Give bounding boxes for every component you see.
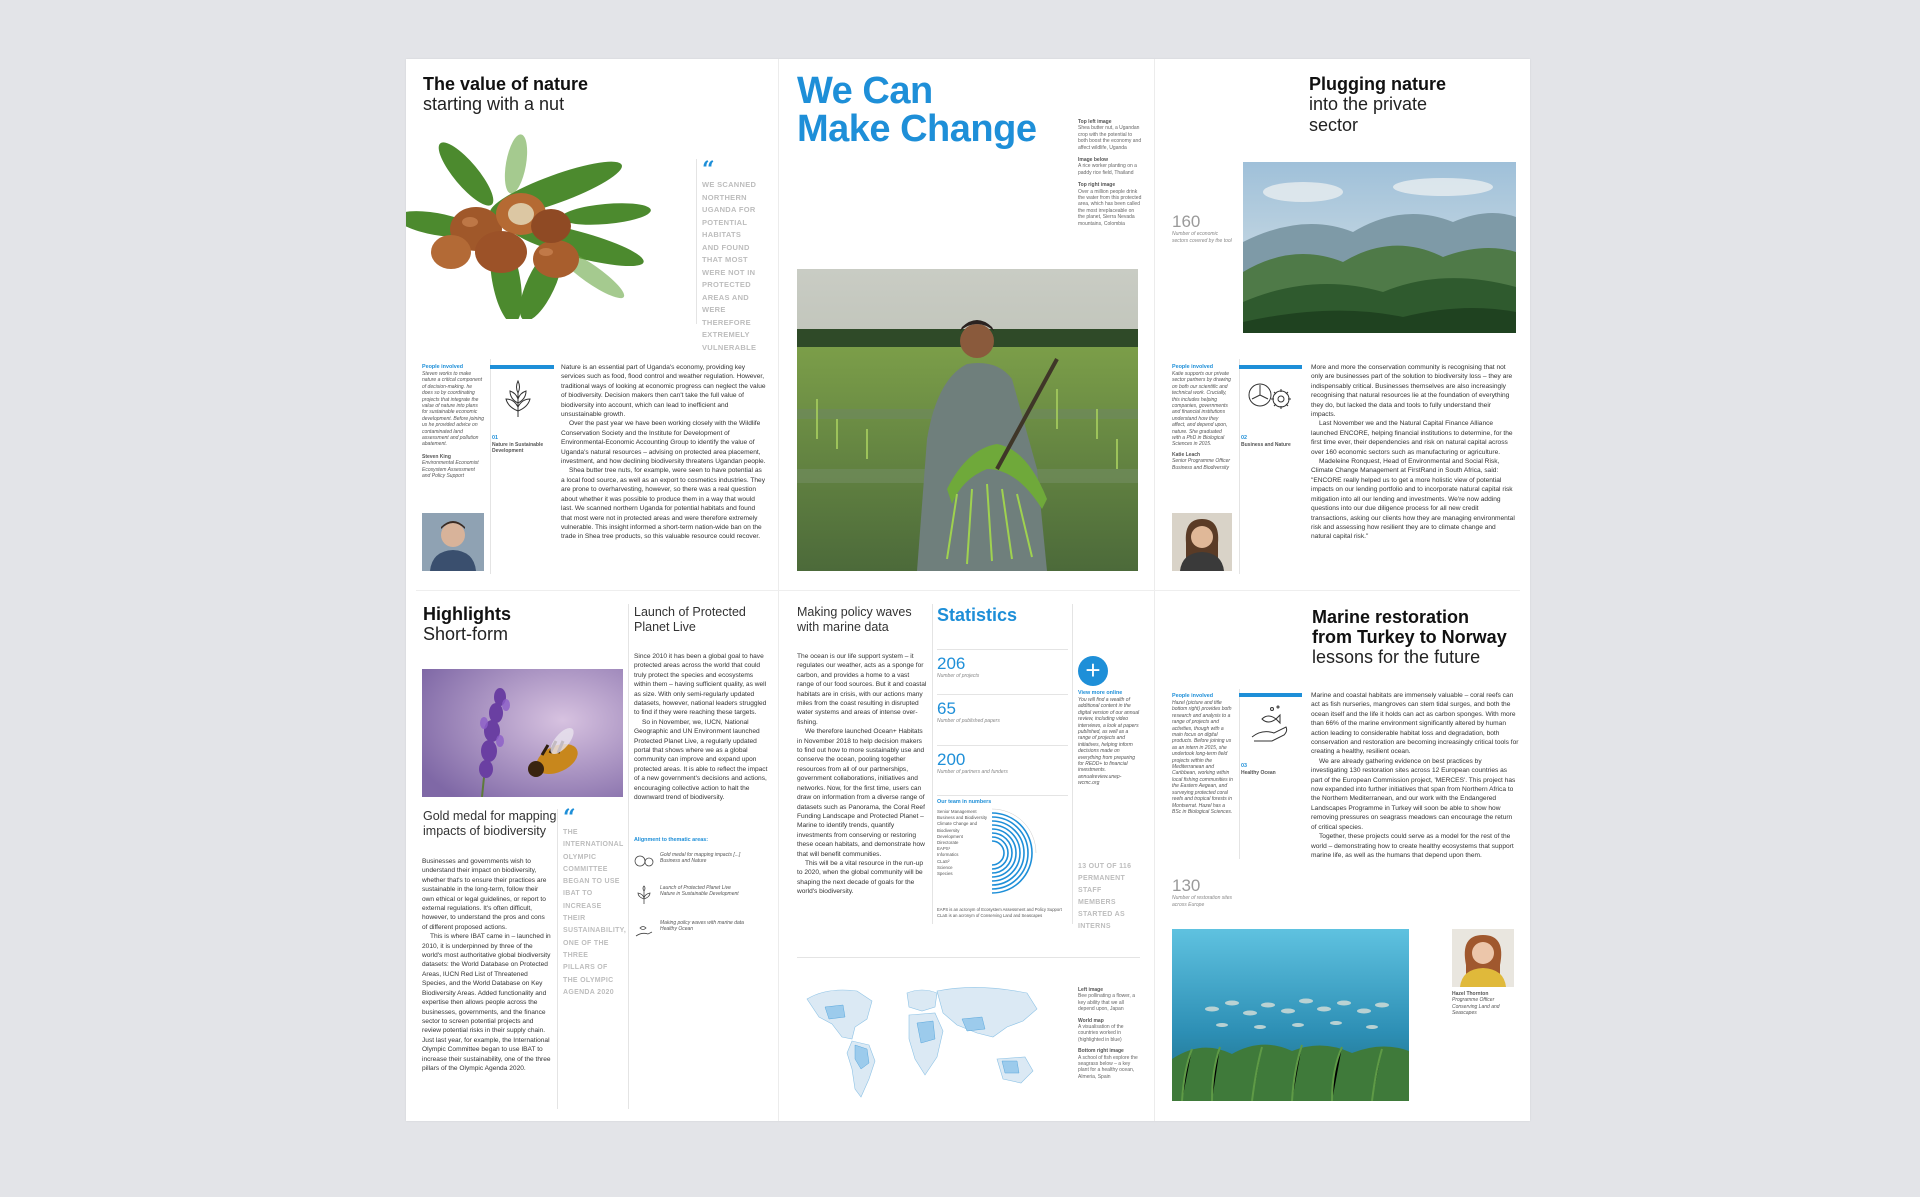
team-label: Our team in numbers <box>937 799 992 805</box>
people-label: People involved <box>422 364 464 370</box>
icon-number: 03 <box>1241 763 1247 769</box>
ocean-hand-icon <box>634 920 654 945</box>
view-more-link[interactable]: annualreview.unep-wcmc.org <box>1078 773 1122 787</box>
stat-number: 160 <box>1172 212 1201 231</box>
person-name: Katie Leach <box>1172 451 1201 458</box>
private-heading <box>1309 74 1479 136</box>
team-item: Senior Management <box>937 809 977 814</box>
stats-rule <box>937 649 1068 650</box>
hazel-caption <box>1452 991 1516 1017</box>
quote-mark-icon: “ <box>702 157 715 183</box>
protected-planet-body <box>634 652 769 803</box>
plant-icon <box>634 885 654 910</box>
marine-subtitle: lessons for the future <box>1312 647 1481 667</box>
paragraph: This is where IBAT came in – launched in 2010, it is underpinned by three of the world's most authoritative global biodiversity datasets: the World Database on Protected Areas, IUCN Red List of Threatened Species, and the World Database on Key Biodiversity Areas. Added functionality and expertise then allows people across the businesses, governments, and the finance sector to screen potential projects and review potential risks in their supply chain. Just last year, for example, the International Olympic Committee began to use IBAT to increase their sustainability, one of the three pillars of the Olympic Agenda 2020. <box>422 933 551 1072</box>
private-icon-caption <box>1241 435 1301 448</box>
marine-title-1: Marine restoration <box>1312 607 1470 627</box>
divider <box>696 159 697 324</box>
paragraph: Last November we and the Natural Capital Finance Alliance launched ENCORE, helping financial institutions to determine, for the first time ever, their dependencies and risk on natural capital across over 160 economic sectors such as manufacturing or agriculture. <box>1311 420 1513 456</box>
stat-label: Number of economic sectors covered by the tool <box>1172 231 1232 244</box>
col2-title: Launch of Protected Planet Live <box>634 605 746 634</box>
quote-mark-icon: “ <box>563 805 576 831</box>
caption-text: Over a million people drink the water from this protected area, which has been called the most irreplaceable on the planet, Sierra Nevada mountains, Colombia <box>1078 188 1142 227</box>
mountain-forest-image <box>1243 162 1516 333</box>
stat-label: Number of restoration sites across Europe <box>1172 895 1233 908</box>
interns-quote: 13 OUT OF 116 PERMANENT STAFF MEMBERS STARTED AS INTERNS <box>1078 863 1132 930</box>
caption-head: Bottom right image <box>1078 1048 1124 1055</box>
stats-rule <box>937 795 1068 796</box>
katie-leach-avatar <box>1172 513 1232 571</box>
nut-quote: WE SCANNED NORTHERN UGANDA FOR POTENTIAL HABITATS AND FOUND THAT MOST WERE NOT IN PROTECTED AREAS AND WERE THEREFORE EXTREMELY VULNERABLE <box>702 180 757 352</box>
person-role: Senior Programme Officer Business and Biodiversity <box>1172 458 1231 471</box>
stat-number: 206 <box>937 654 966 673</box>
align-item <box>634 885 769 910</box>
stat-item <box>937 655 979 680</box>
caption-head: World map <box>1078 1017 1104 1024</box>
olympic-quote: THE INTERNATIONAL OLYMPIC COMMITTEE BEGAN TO USE IBAT TO INCREASE THEIR SUSTAINABILITY, ONE OF THE THREE PILLARS OF THE OLYMPIC AGENDA 2020 <box>563 829 627 996</box>
highlights-heading <box>423 604 511 645</box>
person-name: Hazel Thornton <box>1452 991 1489 997</box>
stats-title <box>937 605 1017 625</box>
icon-number: 01 <box>492 435 498 441</box>
highlights-subtitle: Short-form <box>423 624 509 644</box>
healthy-ocean-icon <box>1248 703 1296 751</box>
align-item <box>634 852 769 875</box>
stats-rule <box>937 745 1068 746</box>
view-more-label[interactable]: View more online <box>1078 690 1123 696</box>
caption-text: Bee pollinating a flower, a key ability that we all depend upon, Japan <box>1078 993 1135 1013</box>
marine-title-2: from Turkey to Norway <box>1312 627 1507 647</box>
paragraph: The ocean is our life support system – it regulates our weather, acts as a sponge for carbon, and provides a home to a vast range of our food sources. But it and coastal habitats are in crisis, with our actions many miles from the coast resulting in disrupted water systems and areas of intense over-fishing. <box>797 653 927 726</box>
report-sheet <box>406 59 1530 1121</box>
stat-label: Number of partners and funders <box>937 769 1008 775</box>
paragraph: Over the past year we have been working closely with the Wildlife Conservation Society and the Institute for Development of Environmental-Economic Accounting Group to identify the value of Uganda's natural resources – advising on protected area placement, investment, and how declining biodiversity threatens Ugandan people. <box>561 420 766 466</box>
interns-quote-block <box>1078 861 1140 933</box>
person-name: Steven King <box>422 453 451 460</box>
align-sub: Nature in Sustainable Development <box>660 891 739 898</box>
team-item: Informatics <box>937 852 959 858</box>
footnote: CLaS is an acronym of Conserving Land and Seascapes <box>937 913 1043 918</box>
footnote: EAPS is an acronym of Ecosystem Assessment and Policy Support <box>937 907 1062 912</box>
map-rule <box>797 957 1140 958</box>
align-item <box>634 920 769 945</box>
stats-captions <box>1078 987 1140 1080</box>
team-item: Directorate <box>937 840 959 846</box>
team-item: Business and Biodiversity <box>937 815 988 821</box>
team-chart <box>937 799 1067 877</box>
caption-head: Image below <box>1078 157 1109 164</box>
private-title: Plugging nature <box>1309 74 1446 94</box>
divider <box>490 359 491 574</box>
seagrass-fish-image <box>1172 929 1409 1101</box>
sub-heading: Gold medal for mapping impacts of biodiversity <box>423 809 557 838</box>
view-more-block <box>1078 690 1140 787</box>
protected-planet-heading <box>634 605 764 635</box>
marine-stat <box>1172 877 1234 909</box>
person-role: Programme Officer Conserving Land and Seascapes <box>1452 997 1500 1017</box>
paragraph: Madeleine Ronquest, Head of Environmental and Social Risk, Climate Change Management at FirstRand in South Africa, said: "ENCORE really helped us to get a more holistic view of potential impacts on our lending portfolio and to incorporate natural capital risk mitigation into all our lending and investments. We're now adding questions into our due diligence process for all new credit transactions, asking our clients how they are managing environmental risk and assessing how resilient they are to climate change and natural capital risk." <box>1311 458 1515 541</box>
caption-text: A visualisation of the countries worked in (highlighted in blue) <box>1078 1024 1124 1043</box>
paragraph: More and more the conservation community is recognising that not only are businesses part of the solution to biodiversity loss – they are indispensably critical. Businesses themselves are also increasingly recognising that natural resources lie at the foundation of everything they do, but lacked the data and tools to fully understand their impacts. <box>1311 364 1513 419</box>
paragraph: This will be a vital resource in the run-up to 2020, when the global community will be shaping the next decade of goals for the world's biodiversity. <box>797 859 924 896</box>
align-sub: Healthy Ocean <box>660 926 694 933</box>
sustainable-development-icon <box>498 377 546 425</box>
team-item: CLaS² <box>937 858 950 864</box>
people-label: People involved <box>1172 364 1214 370</box>
stat-item <box>937 751 1008 776</box>
paragraph: Shea butter tree nuts, for example, were seen to have potential as a local food source, as well as an export to cosmetics industries. They are prone to overharvesting, however, so there was a real question about whether it was possible to produce them in a way that would last. We scanned northern Uganda for potential habitats and found that most were not in protected areas and were therefore extremely vulnerable. This insight informed a short-term nation-wide ban on the trade in Shea tree products, so this valuable resource could recover. <box>561 467 766 541</box>
icon-number: 02 <box>1241 435 1247 441</box>
alignment-block <box>634 837 769 945</box>
align-label: Alignment to thematic areas: <box>634 837 708 843</box>
private-body <box>1311 363 1516 542</box>
marine-icon-caption <box>1241 763 1301 776</box>
paragraph: Nature is an essential part of Uganda's economy, providing key services such as food, flood control and weather regulation. However, traditional ways of looking at economic progress can neglect the value of biodiversity. Decision makers then can't take the full value of biodiversity into account, which can lead to inefficient and unsustainable growth. <box>561 364 766 419</box>
stat-number: 200 <box>937 750 966 769</box>
marine-people-block <box>1172 693 1234 815</box>
bee-lavender-image <box>422 669 623 797</box>
stats-heading: Statistics <box>937 605 1018 625</box>
wind-turbine-icon <box>1248 375 1296 423</box>
caption-text: A rice worker planting on a paddy rice field, Thailand <box>1078 163 1137 176</box>
align-text: Launch of Protected Planet Live <box>660 885 731 891</box>
people-text: Katie supports our private sector partners by drawing on both our scientific and technical work. Crucially, this includes helping companies, governments and financial institutions understand how they affect, and depend upon, nature. She graduated with a PhD in Biological Sciences in 2015. <box>1172 371 1231 448</box>
divider <box>932 604 933 924</box>
caption-text: Shea butter nut, a Ugandan crop with the potential to both boost the economy and affect wildlife, Uganda <box>1078 125 1142 151</box>
accent-bar <box>490 365 554 369</box>
people-label: People involved <box>1172 693 1214 699</box>
change-title <box>797 72 1036 148</box>
paragraph: Businesses and governments wish to understand their impact on biodiversity, whether that's to ensure their practices are sustainable in the long-term, follow their own ethical or legal guidelines, or report to external regulations. It's often difficult, however, to understand the pros and cons of different proposed actions. <box>422 858 547 931</box>
business-nature-icon <box>634 852 654 875</box>
accent-bar <box>1239 693 1302 697</box>
caption-head: Top left image <box>1078 119 1112 125</box>
title-line-2: Make Change <box>797 108 1037 150</box>
paragraph: We therefore launched Ocean+ Habitats in November 2018 to help decision makers to find out how to more sustainably use and conserve the ocean, pooling together resources from all of our partnerships, government collaborations, initiatives and networks. Now, for the first time, users can draw on information from a diverse range of datasets such as Panorama, the Coral Reef Funding Landscape and Protected Planet – Marine to identify trends, quantify investments from conserving or restoring these ocean habitats, and demonstrate how that will benefit communities. <box>797 728 925 858</box>
footnotes <box>937 907 1077 919</box>
private-subtitle: into the private sector <box>1309 94 1428 135</box>
divider <box>1239 359 1240 574</box>
stats-rule <box>937 694 1068 695</box>
hazel-thornton-avatar <box>1452 929 1514 987</box>
team-radial-chart <box>992 803 1067 903</box>
marine-heading <box>1312 607 1507 668</box>
icon-label: Healthy Ocean <box>1241 770 1276 776</box>
team-item: Species <box>937 871 953 877</box>
private-people-block <box>1172 364 1232 471</box>
stat-item <box>937 700 1000 725</box>
title-line-1: We Can <box>797 70 933 112</box>
divider <box>1239 689 1240 859</box>
rice-worker-image <box>797 269 1138 571</box>
shea-nut-image <box>406 134 656 319</box>
paragraph: We are already gathering evidence on best practices by investigating 130 restoration sites across 12 European countries as part of the European Commission project, 'MERCES'. This project has now expanded into further initiatives that span from Northern Africa to the Northern Mediterranean, and our work with the Endangered Landscapes Programme in Turkey will soon be able to show how removing pressures on seagrass meadows can encourage the return of critical species. <box>1311 757 1516 831</box>
stat-number: 130 <box>1172 876 1201 895</box>
view-more-plus-icon[interactable]: + <box>1078 656 1108 686</box>
team-item: Climate Change and Biodiversity <box>937 821 978 833</box>
nut-icon-caption <box>492 435 552 455</box>
caption-text: A school of fish explore the seagrass below – a key plant for a healthy ocean, Almeria, Spain <box>1078 1054 1138 1080</box>
nut-body <box>561 363 766 542</box>
caption-head: Left image <box>1078 987 1104 993</box>
paragraph: Marine and coastal habitats are immensely valuable – coral reefs can act as fish nurseries, mangroves can stem tidal surges, and both the ocean itself and the life it holds can act as carbon sponges. With more than 66% of the marine environment significantly altered by human action leading to considerable habitat loss and degradation, both conservation and restoration are becoming increasingly critical tools for creating a healthy, resilient ocean. <box>1311 692 1519 756</box>
row-divider <box>416 590 1520 591</box>
team-item: Science <box>937 864 953 870</box>
people-text: Steven works to make nature a critical component of decision-making. he does so by coordinating projects that integrate the value of nature into plans for sustainable economic development. Before joining us he provided advice on contaminated land assessment and pollution abatement. <box>422 371 484 448</box>
nut-people-block <box>422 364 484 480</box>
divider <box>1072 604 1073 924</box>
nut-heading <box>423 74 588 115</box>
view-more-text: You will find a wealth of additional content in the digital version of our annual review, including video interviews, a look at papers published, as well as a range of projects and initiatives, helping inform decisions made on everything from preparing for REDD+ to financial investments. <box>1078 697 1140 774</box>
world-map <box>797 979 1059 1109</box>
stat-label: Number of projects <box>937 673 980 679</box>
paragraph: Together, these projects could serve as a model for the rest of the world – demonstrating how to create healthy ecosystems that support marine life, as well as the humans that depend upon them. <box>1311 833 1514 859</box>
people-text: Hazel (picture and title bottom right) provides both research and analysis to a range of projects and activities, though with a main focus on digital products. Before joining us as an intern in 2015, she undertook long-term field projects within the Mediterranean and Caribbean, working within local fishing communities in the Eastern Aegean, and surveying protected coral reefs and tropical forests in Montserrat. Hazel has a BSc in Biological Sciences. <box>1172 700 1233 815</box>
paragraph: Since 2010 it has been a global goal to have protected areas across the world that could truly protect the species and ecosystems within them – having sufficient quality, as well as size. With only semi-regularly updated datasets, however, national leaders struggled to find if they were reaching these targets. <box>634 653 767 717</box>
team-item: Development <box>937 833 963 839</box>
private-stat <box>1172 213 1234 245</box>
highlights-body <box>422 857 552 1073</box>
paragraph: So in November, we, IUCN, National Geographic and UN Environment launched Protected Planet Live, a regularly updated portal that shows where we as a global community can improve and expand upon protected areas. It is able to reflect the impact of a new government's decisions and actions, encouraging collective action to halt the downward trend of biodiversity. <box>634 718 768 802</box>
icon-label: Business and Nature <box>1241 442 1291 448</box>
accent-bar <box>1239 365 1302 369</box>
policy-title: Making policy waves with marine data <box>797 605 912 634</box>
gold-medal-heading <box>423 809 563 839</box>
highlights-title: Highlights <box>423 604 511 624</box>
stat-label: Number of published papers <box>937 718 1000 724</box>
olympic-quote-block <box>563 805 627 999</box>
nut-subtitle: starting with a nut <box>423 94 565 114</box>
icon-label: Nature in Sustainable Development <box>492 442 544 455</box>
nut-quote-block <box>702 157 758 354</box>
team-legend <box>937 809 997 877</box>
align-text: Making policy waves with marine data <box>660 920 744 926</box>
person-role: Environmental Economist Ecosystem Assessment and Policy Support <box>422 460 479 480</box>
team-item: EAPS¹ <box>937 846 951 852</box>
steven-king-avatar <box>422 513 484 571</box>
policy-heading <box>797 605 927 635</box>
divider <box>557 809 558 1109</box>
align-text: Gold medal for mapping impacts [...] <box>660 852 741 858</box>
policy-body <box>797 652 927 897</box>
change-captions <box>1078 119 1142 227</box>
marine-body <box>1311 691 1519 860</box>
nut-title: The value of nature <box>423 74 589 94</box>
align-sub: Business and Nature <box>660 858 707 865</box>
caption-head: Top right image <box>1078 182 1116 189</box>
divider <box>628 604 629 1109</box>
stat-number: 65 <box>937 699 956 718</box>
